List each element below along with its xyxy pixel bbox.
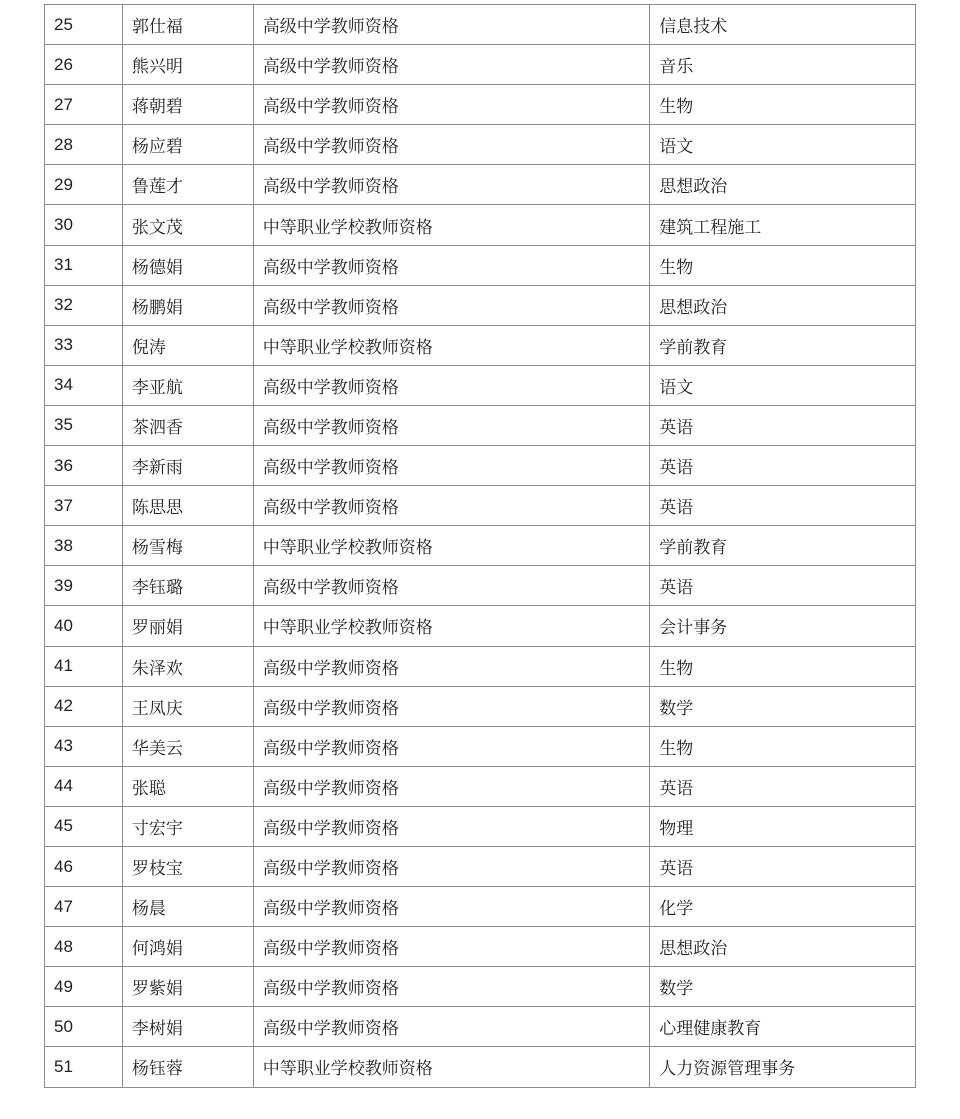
row-number-cell: 34: [45, 365, 123, 405]
subject-cell: 音乐: [650, 45, 916, 85]
qualification-type-cell: 高级中学教师资格: [253, 165, 650, 205]
row-number-cell: 25: [45, 5, 123, 45]
row-number-cell: 31: [45, 245, 123, 285]
subject-cell: 思想政治: [650, 165, 916, 205]
subject-cell: 语文: [650, 365, 916, 405]
row-number-cell: 35: [45, 405, 123, 445]
subject-cell: 英语: [650, 446, 916, 486]
qualification-type-cell: 高级中学教师资格: [253, 686, 650, 726]
person-name-cell: 李新雨: [122, 446, 253, 486]
person-name-cell: 罗枝宝: [122, 846, 253, 886]
subject-cell: 思想政治: [650, 927, 916, 967]
row-number-cell: 30: [45, 205, 123, 245]
table-row: [45, 245, 916, 285]
table-row: [45, 967, 916, 1007]
subject-cell: 英语: [650, 405, 916, 445]
qualification-type-cell: 高级中学教师资格: [253, 967, 650, 1007]
person-name-cell: 李钰璐: [122, 566, 253, 606]
subject-cell: 数学: [650, 967, 916, 1007]
person-name-cell: 杨晨: [122, 887, 253, 927]
qualification-type-cell: 高级中学教师资格: [253, 726, 650, 766]
subject-cell: 人力资源管理事务: [650, 1047, 916, 1087]
qualification-type-cell: 高级中学教师资格: [253, 446, 650, 486]
teacher-qualification-table: [44, 4, 916, 1088]
subject-cell: 数学: [650, 686, 916, 726]
qualification-type-cell: 中等职业学校教师资格: [253, 606, 650, 646]
table-row: [45, 285, 916, 325]
person-name-cell: 熊兴明: [122, 45, 253, 85]
person-name-cell: 蒋朝碧: [122, 85, 253, 125]
subject-cell: 学前教育: [650, 325, 916, 365]
person-name-cell: 杨钰蓉: [122, 1047, 253, 1087]
subject-cell: 学前教育: [650, 526, 916, 566]
qualification-type-cell: 高级中学教师资格: [253, 365, 650, 405]
table-row: [45, 1007, 916, 1047]
person-name-cell: 鲁莲才: [122, 165, 253, 205]
row-number-cell: 28: [45, 125, 123, 165]
table-row: [45, 486, 916, 526]
subject-cell: 生物: [650, 245, 916, 285]
person-name-cell: 杨鹏娟: [122, 285, 253, 325]
table-row: [45, 325, 916, 365]
table-row: [45, 205, 916, 245]
row-number-cell: 43: [45, 726, 123, 766]
qualification-type-cell: 高级中学教师资格: [253, 766, 650, 806]
qualification-type-cell: 高级中学教师资格: [253, 285, 650, 325]
table-row: [45, 526, 916, 566]
qualification-type-cell: 高级中学教师资格: [253, 646, 650, 686]
row-number-cell: 29: [45, 165, 123, 205]
qualification-type-cell: 中等职业学校教师资格: [253, 205, 650, 245]
qualification-type-cell: 高级中学教师资格: [253, 1007, 650, 1047]
qualification-type-cell: 中等职业学校教师资格: [253, 1047, 650, 1087]
person-name-cell: 杨雪梅: [122, 526, 253, 566]
table-row: [45, 125, 916, 165]
table-row: [45, 1047, 916, 1087]
row-number-cell: 49: [45, 967, 123, 1007]
row-number-cell: 37: [45, 486, 123, 526]
person-name-cell: 茶泗香: [122, 405, 253, 445]
subject-cell: 建筑工程施工: [650, 205, 916, 245]
subject-cell: 英语: [650, 566, 916, 606]
row-number-cell: 26: [45, 45, 123, 85]
subject-cell: 英语: [650, 766, 916, 806]
table-row: [45, 927, 916, 967]
row-number-cell: 51: [45, 1047, 123, 1087]
table-row: [45, 806, 916, 846]
qualification-type-cell: 高级中学教师资格: [253, 125, 650, 165]
person-name-cell: 王凤庆: [122, 686, 253, 726]
person-name-cell: 罗丽娟: [122, 606, 253, 646]
table-row: [45, 446, 916, 486]
qualification-type-cell: 高级中学教师资格: [253, 566, 650, 606]
row-number-cell: 44: [45, 766, 123, 806]
qualification-type-cell: 高级中学教师资格: [253, 405, 650, 445]
subject-cell: 语文: [650, 125, 916, 165]
table-row: [45, 405, 916, 445]
row-number-cell: 39: [45, 566, 123, 606]
table-row: [45, 365, 916, 405]
table-row: [45, 606, 916, 646]
table-row: [45, 766, 916, 806]
subject-cell: 化学: [650, 887, 916, 927]
person-name-cell: 寸宏宇: [122, 806, 253, 846]
subject-cell: 生物: [650, 726, 916, 766]
person-name-cell: 陈思思: [122, 486, 253, 526]
table-row: [45, 686, 916, 726]
table-row: [45, 165, 916, 205]
row-number-cell: 41: [45, 646, 123, 686]
row-number-cell: 50: [45, 1007, 123, 1047]
person-name-cell: 张聪: [122, 766, 253, 806]
qualification-type-cell: 高级中学教师资格: [253, 245, 650, 285]
person-name-cell: 朱泽欢: [122, 646, 253, 686]
row-number-cell: 36: [45, 446, 123, 486]
subject-cell: 英语: [650, 486, 916, 526]
table-row: [45, 726, 916, 766]
qualification-type-cell: 高级中学教师资格: [253, 45, 650, 85]
person-name-cell: 李树娟: [122, 1007, 253, 1047]
subject-cell: 英语: [650, 846, 916, 886]
qualification-type-cell: 高级中学教师资格: [253, 887, 650, 927]
qualification-type-cell: 高级中学教师资格: [253, 846, 650, 886]
table-row: [45, 85, 916, 125]
subject-cell: 思想政治: [650, 285, 916, 325]
subject-cell: 会计事务: [650, 606, 916, 646]
person-name-cell: 华美云: [122, 726, 253, 766]
qualification-type-cell: 高级中学教师资格: [253, 5, 650, 45]
table-row: [45, 5, 916, 45]
person-name-cell: 杨德娟: [122, 245, 253, 285]
person-name-cell: 张文茂: [122, 205, 253, 245]
person-name-cell: 罗紫娟: [122, 967, 253, 1007]
row-number-cell: 45: [45, 806, 123, 846]
person-name-cell: 倪涛: [122, 325, 253, 365]
subject-cell: 生物: [650, 85, 916, 125]
row-number-cell: 38: [45, 526, 123, 566]
row-number-cell: 33: [45, 325, 123, 365]
subject-cell: 信息技术: [650, 5, 916, 45]
row-number-cell: 46: [45, 846, 123, 886]
row-number-cell: 47: [45, 887, 123, 927]
table-row: [45, 646, 916, 686]
person-name-cell: 郭仕福: [122, 5, 253, 45]
qualification-type-cell: 高级中学教师资格: [253, 927, 650, 967]
row-number-cell: 42: [45, 686, 123, 726]
table-row: [45, 45, 916, 85]
table-body: [45, 5, 916, 1088]
row-number-cell: 32: [45, 285, 123, 325]
qualification-type-cell: 中等职业学校教师资格: [253, 526, 650, 566]
person-name-cell: 李亚航: [122, 365, 253, 405]
qualification-type-cell: 高级中学教师资格: [253, 486, 650, 526]
subject-cell: 物理: [650, 806, 916, 846]
table-row: [45, 846, 916, 886]
row-number-cell: 40: [45, 606, 123, 646]
person-name-cell: 何鸿娟: [122, 927, 253, 967]
subject-cell: 生物: [650, 646, 916, 686]
row-number-cell: 27: [45, 85, 123, 125]
qualification-type-cell: 中等职业学校教师资格: [253, 325, 650, 365]
table-row: [45, 887, 916, 927]
row-number-cell: 48: [45, 927, 123, 967]
table-row: [45, 566, 916, 606]
qualification-type-cell: 高级中学教师资格: [253, 85, 650, 125]
subject-cell: 心理健康教育: [650, 1007, 916, 1047]
qualification-type-cell: 高级中学教师资格: [253, 806, 650, 846]
person-name-cell: 杨应碧: [122, 125, 253, 165]
